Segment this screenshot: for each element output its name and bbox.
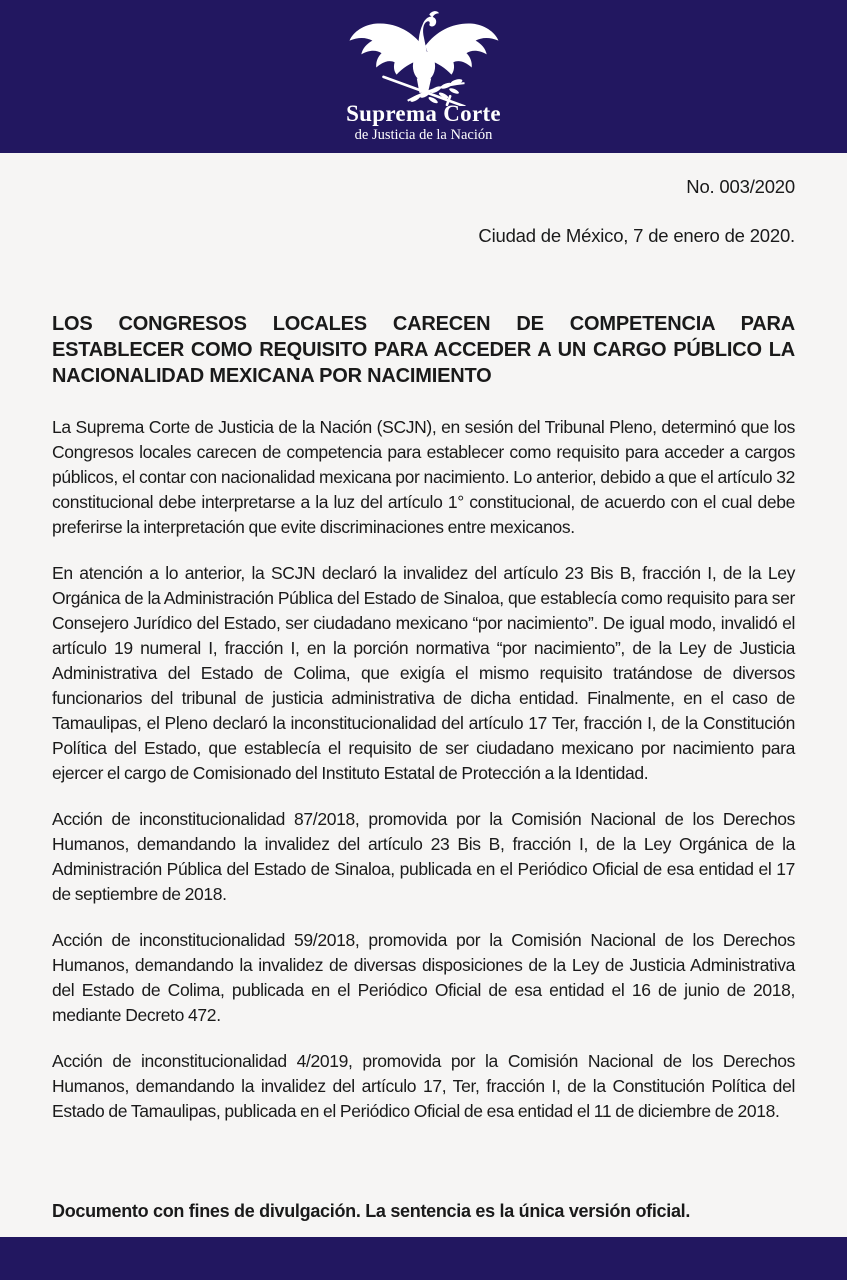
dateline: Ciudad de México, 7 de enero de 2020. bbox=[478, 225, 795, 246]
paragraph-intro: La Suprema Corte de Justicia de la Nación (SCJN), en sesión del Tribunal Pleno, determinó que los Congresos locales carecen de competencia para establecer como requisito para acceder a cargos públicos, el contar con nacionalidad mexicana por nacimiento. Lo anterior, debido a que el artículo 32 constitucional debe interpretarse a la luz del artículo 1° constitucional, de acuerdo con el cual debe preferirse la interpretación que evite discriminaciones entre mexicanos. bbox=[52, 417, 795, 537]
header-band bbox=[0, 0, 847, 153]
document-number: No. 003/2020 bbox=[686, 176, 795, 197]
paragraph-accion-4-2019: Acción de inconstitucionalidad 4/2019, promovida por la Comisión Nacional de los Derechos Humanos, demandando la invalidez del artículo 17, Ter, fracción I, de la Constitución Política del Estado de Tamaulipas, publicada en el Periódico Oficial de esa entidad el 11 de diciembre de 2018. bbox=[52, 1051, 795, 1121]
headline: LOS CONGRESOS LOCALES CARECEN DE COMPETENCIA PARA ESTABLECER COMO REQUISITO PARA ACCEDER A UN CARGO PÚBLICO LA NACIONALIDAD MEXICANA POR NACIMIENTO bbox=[52, 313, 795, 387]
paragraph-invalidez: En atención a lo anterior, la SCJN declaró la invalidez del artículo 23 Bis B, fracción I, de la Ley Orgánica de la Administración Pública del Estado de Sinaloa, que establecía como requisito para ser Consejero Jurídico del Estado, ser ciudadano mexicano “por nacimiento”. De igual modo, invalidó el artículo 19 numeral I, fracción I, en la porción normativa “por nacimiento”, de la Ley de Justicia Administrativa del Estado de Colima, que exigía el mismo requisito tratándose de diversos funcionarios del tribunal de justicia administrativa de dicha entidad. Finalmente, en el caso de Tamaulipas, el Pleno declaró la inconstitucionalidad del artículo 17 Ter, fracción I, de la Constitución Política del Estado, que establecía el requisito de ser ciudadano mexicano por nacimiento para ejercer el cargo de Comisionado del Instituto Estatal de Protección a la Identidad. bbox=[52, 563, 795, 783]
org-subtitle: de Justicia de la Nación bbox=[354, 127, 493, 144]
scjn-logo bbox=[344, 0, 504, 144]
disclaimer: Documento con fines de divulgación. La sentencia es la única versión oficial. bbox=[52, 1201, 691, 1221]
paragraph-accion-87-2018: Acción de inconstitucionalidad 87/2018, promovida por la Comisión Nacional de los Derechos Humanos, demandando la invalidez del artículo 23 Bis B, fracción I, de la Ley Orgánica de la Administración Pública del Estado de Sinaloa, publicada en el Periódico Oficial de esa entidad el 17 de septiembre de 2018. bbox=[52, 809, 795, 904]
org-name: Suprema Corte bbox=[346, 101, 501, 126]
document-body bbox=[0, 176, 847, 1124]
footer-band bbox=[0, 1237, 847, 1280]
eagle-emblem-icon bbox=[344, 8, 504, 106]
paragraph-accion-59-2018: Acción de inconstitucionalidad 59/2018, promovida por la Comisión Nacional de los Derechos Humanos, demandando la invalidez de diversas disposiciones de la Ley de Justicia Administrativa del Estado de Colima, publicada en el Periódico Oficial de esa entidad el 16 de junio de 2018, mediante Decreto 472. bbox=[52, 930, 795, 1025]
